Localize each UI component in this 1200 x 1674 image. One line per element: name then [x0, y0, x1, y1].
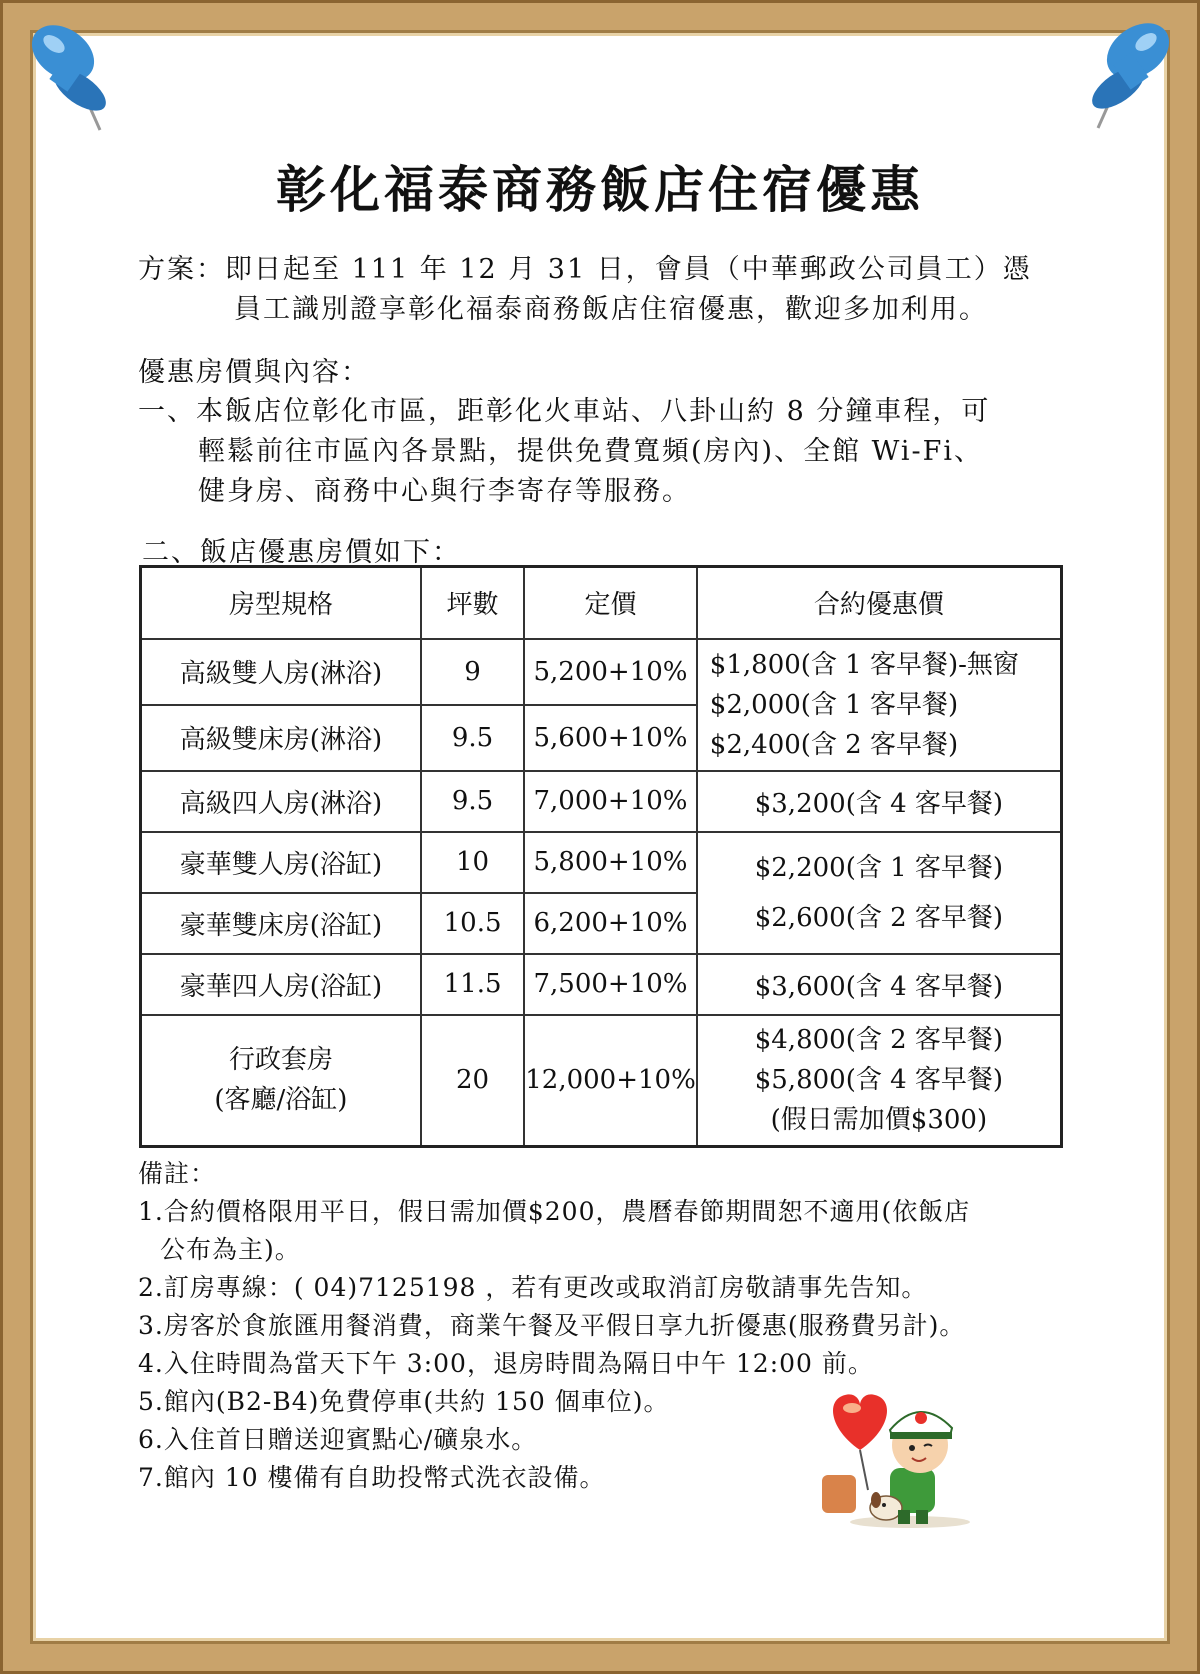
size-cell: 20	[421, 1015, 524, 1147]
deal-line: $2,200(含 1 客早餐)	[754, 852, 1004, 883]
price-cell: 7,000+10%	[524, 771, 697, 832]
header-list-price: 定價	[524, 567, 697, 639]
plan-line-2: 員工識別證享彰化福泰商務飯店住宿優惠，歡迎多加利用。	[234, 294, 988, 325]
note-item: 4.入住時間為當天下午 3:00，退房時間為隔日中午 12:00 前。	[138, 1349, 874, 1378]
price-cell: 5,800+10%	[524, 832, 697, 893]
deal-line: $2,400(含 2 客早餐)	[709, 729, 959, 760]
contract-price-cell	[697, 1015, 1062, 1147]
item-one-line-1: 一、本飯店位彰化市區，距彰化火車站、八卦山約 8 分鐘車程，可	[138, 396, 991, 427]
page-title: 彰化福泰商務飯店住宿優惠	[276, 160, 924, 219]
contract-price-cell: $3,600(含 4 客早餐)	[697, 954, 1062, 1015]
item-two-heading: 二、飯店優惠房價如下：	[142, 537, 461, 568]
table-row	[141, 771, 1062, 832]
item-one	[138, 392, 1038, 512]
header-size: 坪數	[421, 567, 524, 639]
deal-line: (假日需加價$300)	[770, 1105, 988, 1136]
note-item: 6.入住首日贈送迎賓點心/礦泉水。	[138, 1425, 538, 1454]
price-cell: 5,600+10%	[524, 705, 697, 771]
size-cell: 9.5	[421, 705, 524, 771]
note-item: 1.合約價格限用平日，假日需加價$200，農曆春節期間恕不適用(依飯店	[138, 1197, 971, 1226]
contract-price-cell: $3,200(含 4 客早餐)	[697, 771, 1062, 832]
header-room-type: 房型規格	[141, 567, 421, 639]
notes-heading: 備註：	[138, 1159, 217, 1188]
note-item: 2.訂房專線：( 04)7125198 ，若有更改或取消訂房敬請事先告知。	[138, 1273, 928, 1302]
size-cell: 10.5	[421, 893, 524, 954]
note-item: 7.館內 10 樓備有自助投幣式洗衣設備。	[138, 1463, 606, 1492]
note-item: 5.館內(B2-B4)免費停車(共約 150 個車位)。	[138, 1387, 670, 1416]
size-cell: 11.5	[421, 954, 524, 1015]
room-type-line: 行政套房	[228, 1045, 333, 1076]
postman-mascot-icon	[820, 1390, 975, 1530]
note-item: 公布為主)。	[160, 1235, 301, 1264]
room-type-cell: 豪華雙床房(浴缸)	[141, 893, 421, 954]
item-one-line-2: 輕鬆前往市區內各景點，提供免費寬頻(房內)、全館 Wi-Fi、	[198, 436, 984, 467]
deal-line: $5,800(含 4 客早餐)	[754, 1065, 1004, 1096]
plan-line-1: 方案：即日起至 111 年 12 月 31 日，會員（中華郵政公司員工）憑	[138, 254, 1032, 285]
room-type-cell: 豪華四人房(浴缸)	[141, 954, 421, 1015]
room-type-cell: 豪華雙人房(浴缸)	[141, 832, 421, 893]
price-cell: 7,500+10%	[524, 954, 697, 1015]
contract-price-cell	[697, 639, 1062, 771]
deal-line: $2,000(含 1 客早餐)	[709, 689, 959, 720]
room-type-line: (客廳/浴缸)	[214, 1085, 348, 1116]
table-row	[141, 954, 1062, 1015]
deal-line: $2,600(含 2 客早餐)	[754, 902, 1004, 933]
table-row	[141, 639, 1062, 705]
size-cell: 9	[421, 639, 524, 705]
table-header-row	[141, 567, 1062, 639]
room-type-cell: 高級雙床房(淋浴)	[141, 705, 421, 771]
size-cell: 9.5	[421, 771, 524, 832]
price-cell: 5,200+10%	[524, 639, 697, 705]
room-type-cell: 高級四人房(淋浴)	[141, 771, 421, 832]
size-cell: 10	[421, 832, 524, 893]
room-type-cell: 高級雙人房(淋浴)	[141, 639, 421, 705]
price-cell: 6,200+10%	[524, 893, 697, 954]
push-pin-icon	[8, 8, 128, 138]
note-item: 3.房客於食旅匯用餐消費，商業午餐及平假日享九折優惠(服務費另計)。	[138, 1311, 966, 1340]
plan-paragraph	[138, 250, 1038, 330]
room-type-cell	[141, 1015, 421, 1147]
deal-line: $1,800(含 1 客早餐)-無窗	[709, 649, 1019, 680]
room-rate-table	[139, 565, 1063, 1148]
push-pin-icon	[1070, 6, 1190, 136]
offer-heading: 優惠房價與內容：	[138, 357, 370, 388]
contract-price-cell	[697, 832, 1062, 954]
table-row	[141, 832, 1062, 893]
header-contract-price: 合約優惠價	[697, 567, 1062, 639]
deal-line: $4,800(含 2 客早餐)	[754, 1025, 1004, 1056]
table-row	[141, 1015, 1062, 1147]
item-one-line-3: 健身房、商務中心與行李寄存等服務。	[198, 476, 691, 507]
price-cell: 12,000+10%	[524, 1015, 697, 1147]
